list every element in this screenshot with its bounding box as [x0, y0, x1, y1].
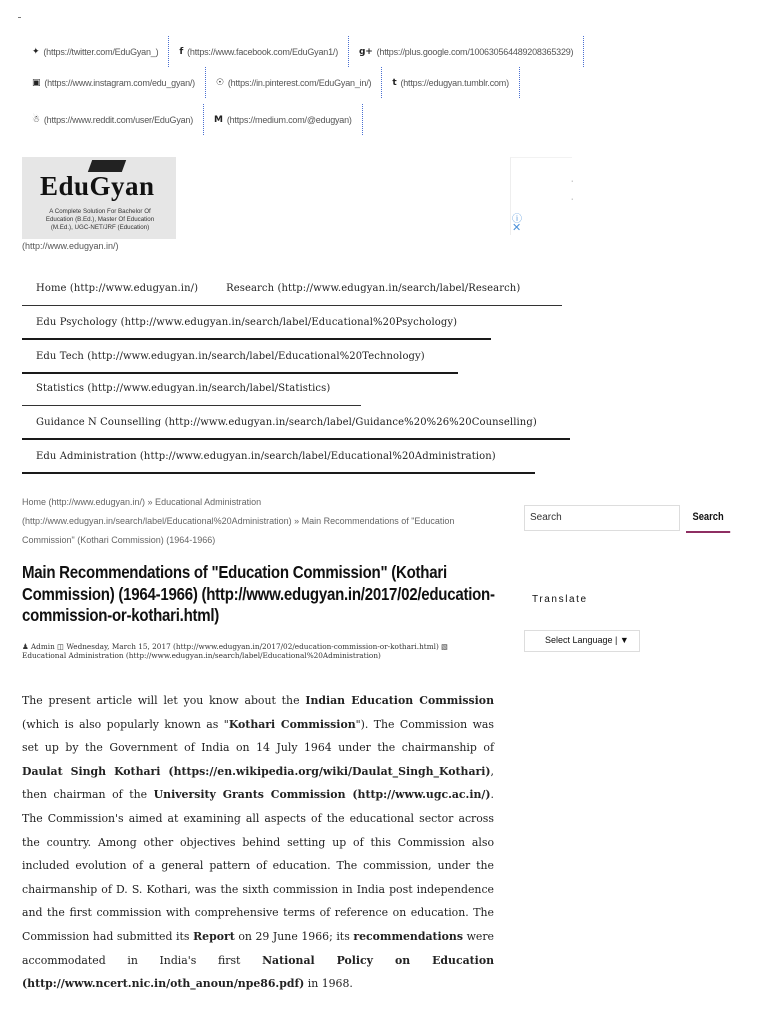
menu-item-research[interactable]: Research (http://www.edugyan.in/search/label/Research) [226, 283, 521, 294]
search-input[interactable]: Search [524, 505, 680, 531]
reddit-link-text: (https://www.reddit.com/user/EduGyan) [43, 114, 194, 125]
google-plus-icon: g+ [359, 46, 373, 57]
pinterest-icon: ☉ [215, 77, 224, 88]
menu-row-3 [22, 340, 458, 374]
facebook-icon: f [179, 46, 184, 57]
social-row-1 [22, 36, 662, 67]
menu-row-4 [22, 372, 361, 406]
instagram-link-text: (https://www.instagram.com/edu_gyan/) [44, 77, 195, 88]
facebook-link[interactable] [169, 36, 349, 67]
article-bold-text: recommendations [353, 929, 463, 943]
article-bold-text: Report [193, 929, 235, 943]
tumblr-icon: t [392, 77, 397, 88]
menu-row-5 [22, 406, 570, 440]
menu-item-guidance-counselling[interactable]: Guidance N Counselling (http://www.edugyan.in/search/label/Guidance%20%26%20Counselling) [36, 416, 537, 428]
ad-slot [510, 157, 572, 235]
reddit-link[interactable] [22, 104, 204, 135]
pinterest-link[interactable] [206, 67, 382, 98]
user-icon: ♟ [22, 642, 29, 651]
menu-item-home[interactable]: Home (http://www.edugyan.in/) [36, 283, 199, 294]
article-text: in 1968. [304, 977, 353, 991]
twitter-link-text: (https://twitter.com/EduGyan_) [43, 46, 159, 57]
folder-icon: ▧ [441, 642, 449, 651]
menu-item-edu-administration[interactable]: Edu Administration (http://www.edugyan.in/search/label/Educational%20Administration) [36, 450, 496, 462]
google-plus-link[interactable] [349, 36, 584, 67]
article-text: on 29 June 1966; its [234, 929, 354, 943]
medium-link-text: (https://medium.com/@edugyan) [226, 114, 352, 125]
article-bold-text: Kothari Commission [228, 717, 356, 731]
social-row-2 [22, 67, 662, 98]
article-text: , then chairman of the [22, 764, 494, 802]
pinterest-link-text: (https://in.pinterest.com/EduGyan_in/) [227, 77, 372, 88]
article-text: . The Commission's aimed at examining all aspects of the educational sector across the country. Among other objectives behind setting up of this Commission also included evolution of a general pattern of education. The commission, under the chairmanship of D. S. Kothari, was the sixth commission in India post independence and the first commission with comprehensive terms of reference on education. The Commission had submitted its [22, 788, 495, 943]
instagram-icon: ▣ [32, 77, 41, 88]
menu-row-1 [22, 272, 562, 306]
medium-icon: M [214, 114, 223, 125]
ad-dot: · [571, 178, 574, 185]
tumblr-link-text: (https://edugyan.tumblr.com) [400, 77, 509, 88]
ad-dot: · [571, 196, 574, 203]
site-logo[interactable] [22, 157, 176, 239]
instagram-link[interactable] [22, 67, 206, 98]
ad-info-icon[interactable]: ⓘ [512, 214, 522, 225]
social-links-bar [22, 36, 662, 135]
article-body [22, 689, 494, 996]
post-author[interactable]: Admin [30, 642, 55, 651]
menu-row-2 [22, 306, 491, 340]
search-button[interactable]: Search [686, 505, 730, 533]
article-text: The present article will let you know about the [22, 694, 306, 707]
twitter-icon: ✦ [32, 46, 40, 57]
article-text: "). The Commission was set up by the Government of India on 14 July 1964 under the chairmanship of [22, 717, 494, 755]
menu-item-statistics[interactable]: Statistics (http://www.edugyan.in/search/label/Statistics) [36, 383, 331, 394]
menu-row-6 [22, 440, 535, 474]
translate-heading: Translate [532, 594, 588, 605]
post-date[interactable]: Wednesday, March 15, 2017 (http://www.edugyan.in/2017/02/education-commission-or-kothari.html) [66, 642, 439, 651]
article-text: (which is also popularly known as " [22, 717, 229, 731]
page-title[interactable]: Main Recommendations of "Education Commission" (Kothari Commission) (1964-1966) (http://www.edugyan.in/2017/02/education-commission-or-kothari.html) [22, 562, 495, 625]
reddit-icon: ☃ [32, 114, 40, 125]
menu-item-edu-tech[interactable]: Edu Tech (http://www.edugyan.in/search/label/Educational%20Technology) [36, 350, 425, 362]
google-plus-link-text: (https://plus.google.com/100630564489208365329) [376, 46, 574, 57]
ad-close-icon[interactable]: ✕ [512, 222, 522, 234]
facebook-link-text: (https://www.facebook.com/EduGyan1/) [187, 46, 338, 57]
post-meta [22, 643, 452, 660]
wikipedia-link[interactable]: Daulat Singh Kothari (https://en.wikipedia.org/wiki/Daulat_Singh_Kothari) [22, 764, 491, 778]
logo-url[interactable]: (http://www.edugyan.in/) [22, 241, 119, 251]
article-text: were accommodated in India's first [22, 929, 494, 967]
article-bold-text: Indian Education Commission [305, 694, 494, 707]
divider [18, 17, 21, 18]
calendar-icon: ◫ [57, 642, 65, 651]
language-select[interactable]: Select Language | ▼ [524, 630, 640, 652]
menu-item-edu-psychology[interactable]: Edu Psychology (http://www.edugyan.in/search/label/Educational%20Psychology) [36, 316, 458, 328]
medium-link[interactable] [204, 104, 363, 135]
breadcrumb[interactable]: Home (http://www.edugyan.in/) » Educational Administration (http://www.edugyan.in/search/label/Educational%20Administration) » Main Recommendations of "Education Commission" (Kothari Commission) (1964-1966) [22, 497, 455, 545]
logo-tagline: A Complete Solution For Bachelor Of Education (B.Ed.), Master Of Education (M.Ed.), UGC-NET/JRF (Education) [45, 208, 155, 231]
ugc-link[interactable]: University Grants Commission (http://www.ugc.ac.in/) [153, 788, 491, 802]
social-row-3 [22, 104, 662, 135]
logo-brand-text: EduGyan [40, 171, 155, 201]
npe-link[interactable]: National Policy on Education (http://www.ncert.nic.in/oth_anoun/npe86.pdf) [22, 953, 494, 991]
twitter-link[interactable] [22, 36, 169, 67]
post-category[interactable]: Educational Administration (http://www.edugyan.in/search/label/Educational%20Administration) [22, 650, 381, 660]
tumblr-link[interactable] [382, 67, 520, 98]
